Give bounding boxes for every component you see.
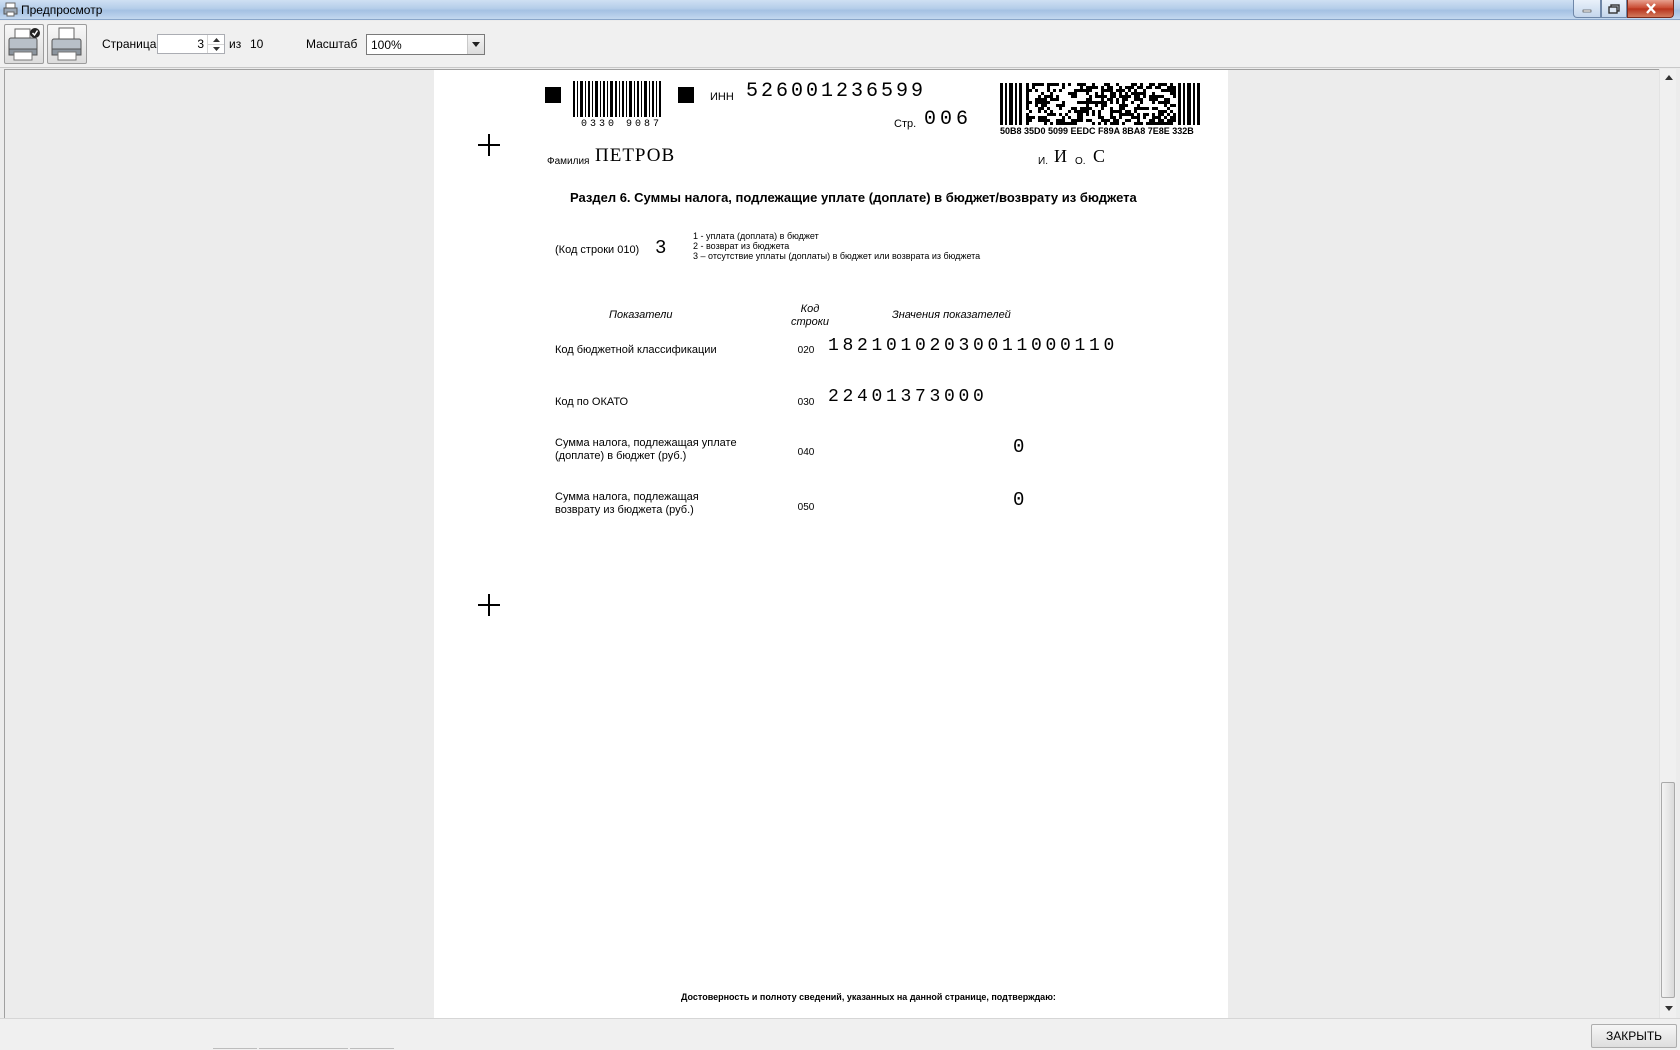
scroll-down-icon [1665,1006,1673,1011]
scale-dropdown-button[interactable] [467,35,484,54]
print-with-setup-button[interactable] [4,24,44,64]
page-label: Страница [102,37,157,51]
page-str-value: 006 [924,108,973,131]
close-icon [1645,3,1657,14]
header-code-line2: строки [790,316,830,328]
row-030-value: 22401373000 [828,387,988,407]
datamatrix-code-image [1000,83,1200,125]
row-040-value: 0 [1013,436,1025,458]
row-030-label: Код по ОКАТО [555,396,629,408]
row-050-label-line2: возврату из бюджета (руб.) [555,504,694,516]
scroll-down-button[interactable] [1660,1000,1677,1017]
option-3: 3 – отсутствие уплаты (доплаты) в бюджет или возврата из бюджета [693,251,981,261]
scale-label: Масштаб [306,37,358,51]
printer-app-icon [3,2,18,17]
toolbar [0,21,1680,68]
registration-cross-top [478,134,500,156]
surname-value: ПЕТРОВ [595,145,676,166]
row-020-code: 020 [797,345,815,356]
header-values: Значения показателей [892,309,1011,321]
row-040-label-line2: (доплате) в бюджет (руб.) [555,450,687,462]
option-1: 1 - уплата (доплата) в бюджет [693,231,819,241]
row-050-code: 050 [797,502,815,513]
surname-label: Фамилия [547,156,590,167]
inn-value: 526001236599 [746,80,927,103]
minimize-button[interactable] [1573,0,1601,18]
scale-value: 100% [371,38,402,52]
spin-down-icon [213,47,220,51]
row-040-code: 040 [797,447,815,458]
printer-check-icon [5,25,43,63]
spin-down-button[interactable] [208,44,224,53]
corner-marker-left [545,87,561,103]
total-pages: 10 [250,37,264,51]
initial-i-label: И. [1038,156,1048,167]
printer-icon [48,25,86,63]
spin-up-button[interactable] [208,35,224,44]
document-page [434,70,1228,1018]
code-caption: 50B8 35D0 5099 EEDC F89A 8BA8 7E8E 332B [1000,126,1194,136]
header-code-line1: Код [800,303,820,315]
option-2: 2 - возврат из бюджета [693,241,790,251]
scroll-thumb[interactable] [1661,782,1675,998]
status-bar [0,1018,1680,1050]
minimize-icon [1582,5,1592,13]
page-spinner-arrows[interactable] [207,35,224,53]
close-window-button[interactable] [1627,0,1674,18]
maximize-button[interactable] [1601,0,1627,18]
page-number-spinner[interactable] [157,34,225,54]
page-str-label: Стр. [894,118,917,130]
initial-i-value: И [1054,146,1067,166]
initial-o-label: О. [1075,156,1086,167]
print-button[interactable] [47,24,87,64]
scroll-up-button[interactable] [1660,69,1677,86]
window-title: Предпросмотр [21,3,103,17]
vertical-scrollbar[interactable] [1659,69,1676,1018]
scale-select[interactable] [366,34,485,55]
registration-cross-bottom [478,594,500,616]
barcode-image [573,81,661,117]
barcode-digits: 0330 9087 [581,119,663,130]
row-040-label-line1: Сумма налога, подлежащая уплате [555,437,737,449]
row-050-value: 0 [1013,489,1025,511]
initial-o-value: С [1093,146,1106,166]
row-050-label-line1: Сумма налога, подлежащая [555,491,699,503]
spin-up-icon [213,38,220,42]
row-030-code: 030 [797,397,815,408]
page-number-input[interactable] [158,35,207,53]
row-020-value: 18210102030011000110 [828,336,1119,356]
inn-label: ИНН [710,91,734,103]
close-button[interactable]: ЗАКРЫТЬ [1591,1024,1677,1048]
restore-icon [1608,4,1620,14]
row-020-label: Код бюджетной классификации [555,344,717,356]
header-indicators: Показатели [609,309,673,321]
of-label: из [229,37,242,51]
confirmation-footer: Достоверность и полноту сведений, указанных на данной странице, подтверждаю: [681,992,1056,1002]
chevron-down-icon [472,42,480,47]
section-title: Раздел 6. Суммы налога, подлежащие уплате (доплате) в бюджет/возврату из бюджета [570,190,1137,205]
line010-value: 3 [655,237,667,259]
corner-marker-mid [678,87,694,103]
line010-label: (Код строки 010) [555,244,640,256]
scroll-up-icon [1665,75,1673,80]
title-bar [0,0,1680,20]
